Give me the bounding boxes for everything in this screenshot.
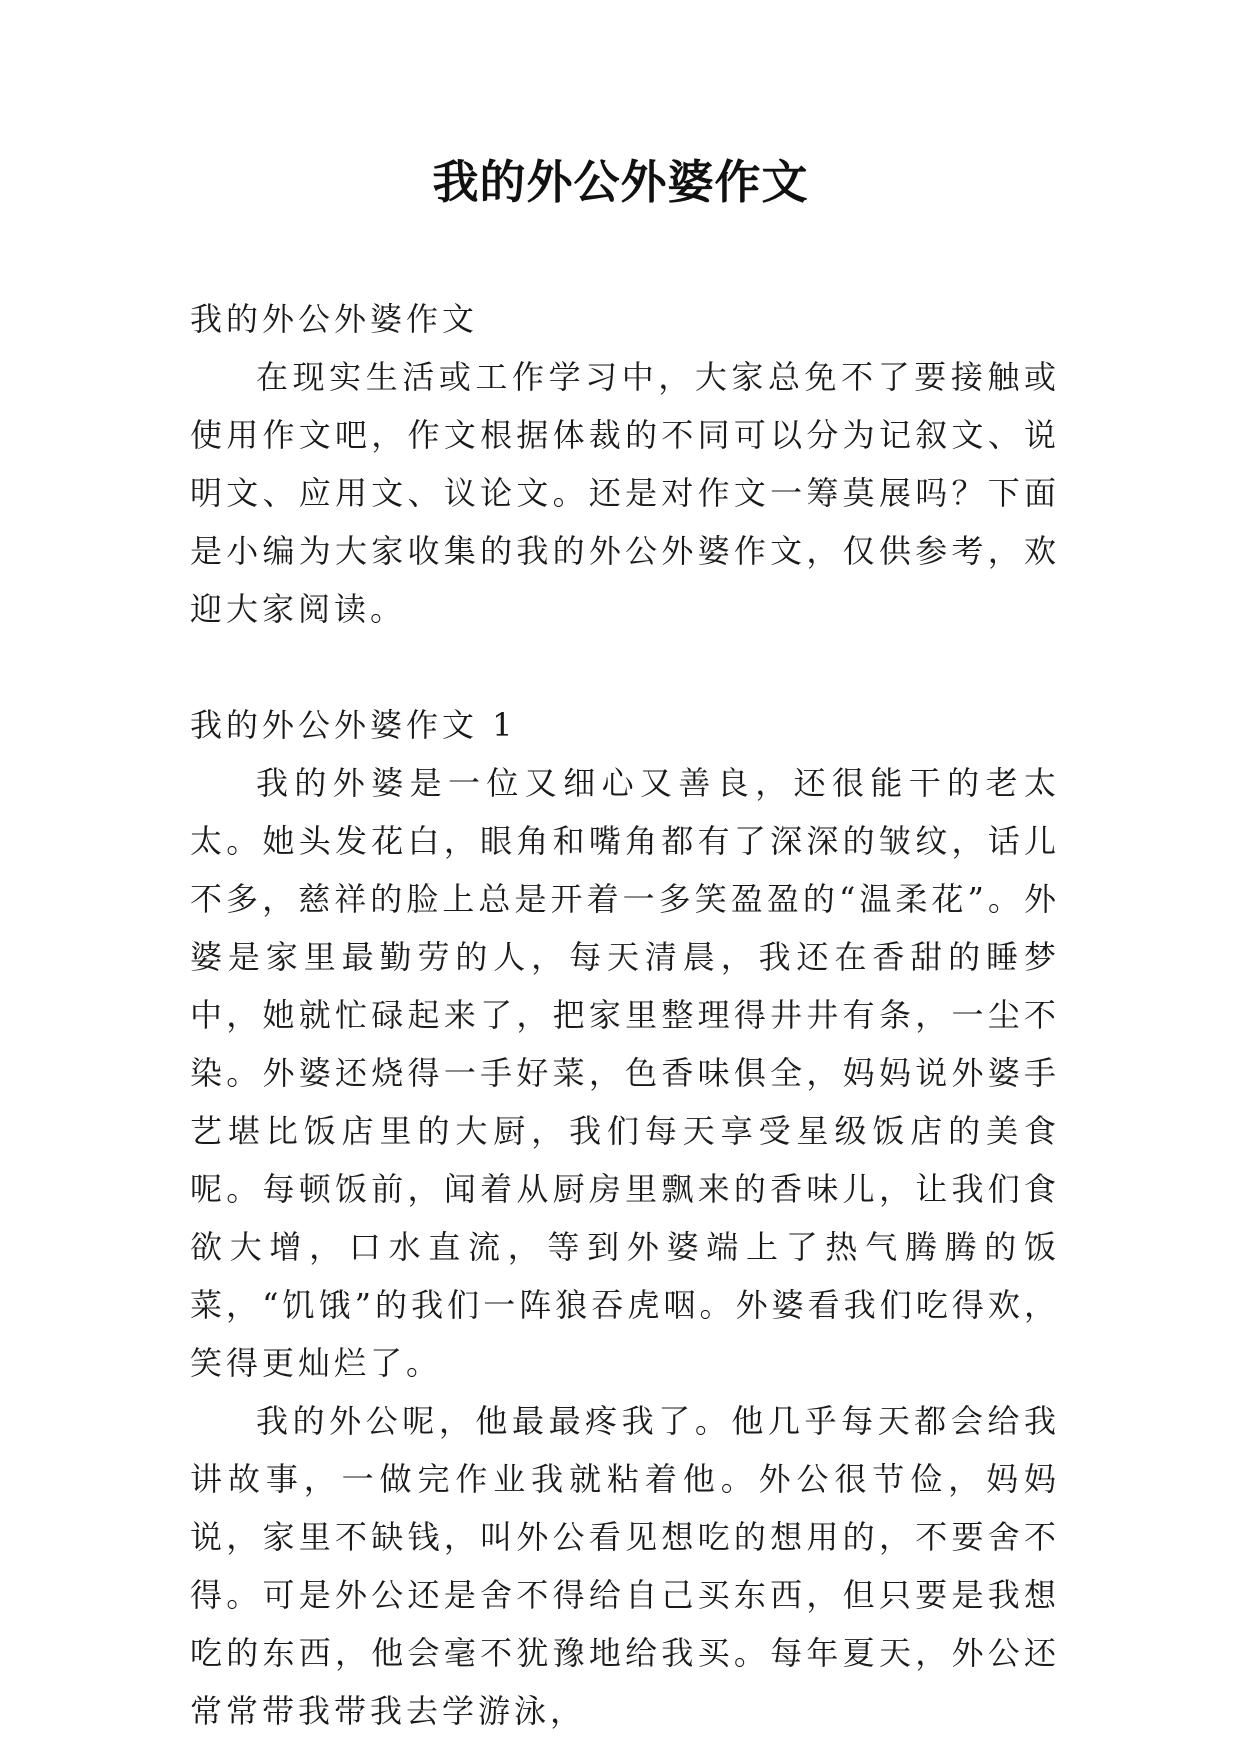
essay-paragraph-grandmother: 我的外婆是一位又细心又善良，还很能干的老太太。她头发花白，眼角和嘴角都有了深深的皱纹，话儿不多，慈祥的脸上总是开着一多笑盈盈的“温柔花”。外婆是家里最勤劳的人，每天清晨，我还在香甜的睡梦中，她就忙碌起来了，把家里整理得井井有条，一尘不染。外婆还烧得一手好菜，色香味俱全，妈妈说外婆手艺堪比饭店里的大厨，我们每天享受星级饭店的美食呢。每顿饭前，闻着从厨房里飘来的香味儿，让我们食欲大增，口水直流，等到外婆端上了热气腾腾的饭菜，“饥饿”的我们一阵狼吞虎咽。外婆看我们吃得欢，笑得更灿烂了。 xyxy=(190,764,1060,1382)
paragraph-spacer xyxy=(190,638,1060,696)
intro-heading: 我的外公外婆作文 xyxy=(190,300,479,338)
document-body xyxy=(190,290,1060,1740)
intro-paragraph: 在现实生活或工作学习中，大家总免不了要接触或使用作文吧，作文根据体裁的不同可以分为记叙文、说明文、应用文、议论文。还是对作文一筹莫展吗？下面是小编为大家收集的我的外公外婆作文，仅供参考，欢迎大家阅读。 xyxy=(190,358,1060,628)
essay-heading: 我的外公外婆作文 1 xyxy=(190,706,517,744)
essay-paragraph-grandfather: 我的外公呢，他最最疼我了。他几乎每天都会给我讲故事，一做完作业我就粘着他。外公很节俭，妈妈说，家里不缺钱，叫外公看见想吃的想用的，不要舍不得。可是外公还是舍不得给自己买东西，但只要是我想吃的东西，他会毫不犹豫地给我买。每年夏天，外公还常常带我带我去学游泳， xyxy=(190,1402,1060,1730)
document-title: 我的外公外婆作文 xyxy=(432,155,809,209)
